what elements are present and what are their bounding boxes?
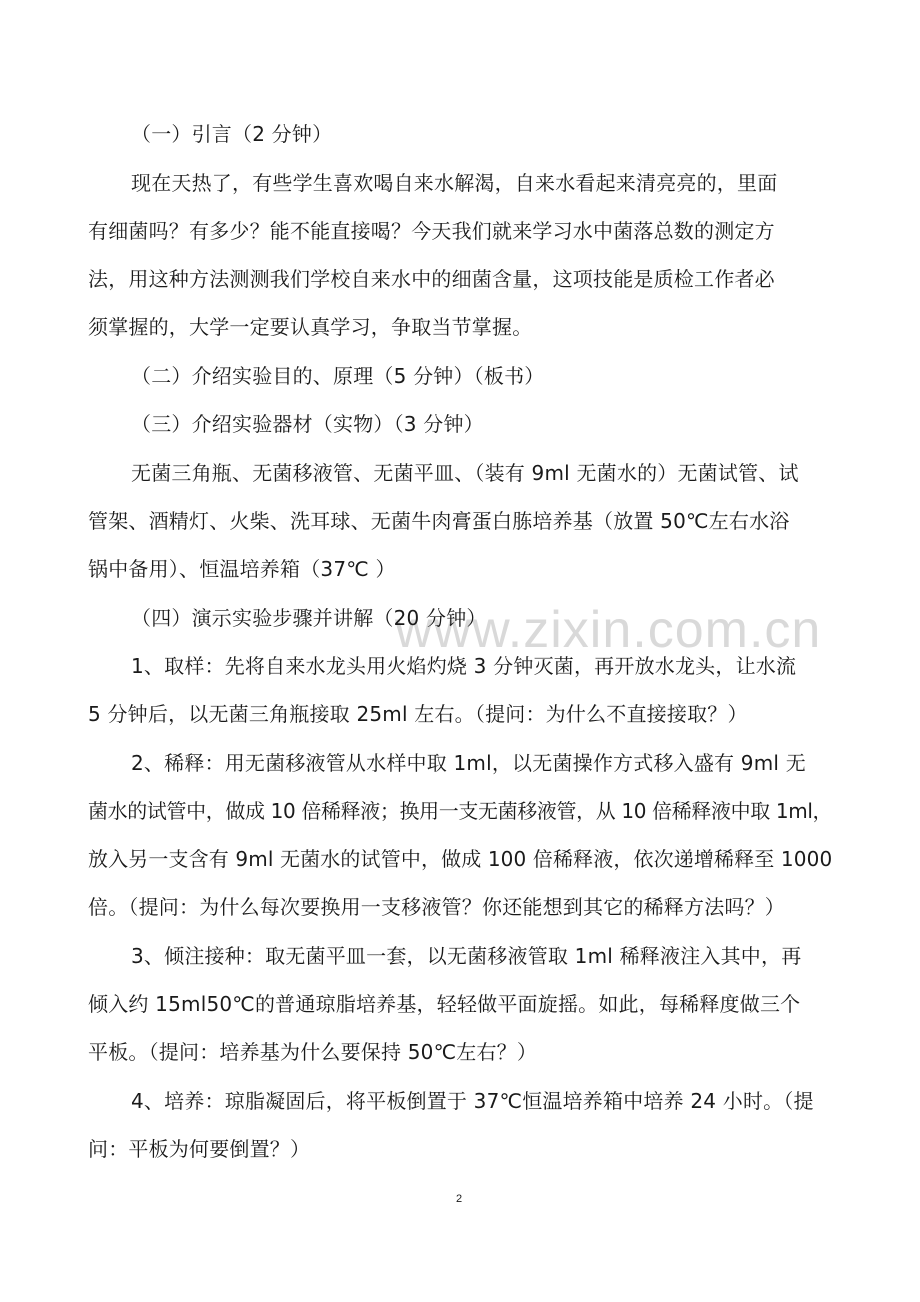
step-incubation: 4、培养：琼脂凝固后，将平板倒置于 37℃恒温培养箱中培养 24 小时。（提 — [131, 1089, 814, 1113]
step-pour-plate: 3、倾注接种：取无菌平皿一套，以无菌移液管取 1ml 稀释液注入其中，再 — [131, 944, 802, 968]
heading-introduction: （一）引言（2 分钟） — [131, 122, 333, 146]
paragraph-line: 平板。（提问：培养基为什么要保持 50℃左右？） — [88, 1040, 538, 1064]
paragraph-line: 法，用这种方法测测我们学校自来水中的细菌含量，这项技能是质检工作者必 — [88, 267, 775, 291]
heading-equipment: （三）介绍实验器材（实物）（3 分钟） — [131, 412, 484, 436]
paragraph-line: 倍。（提问：为什么每次要换用一支移液管？你还能想到其它的稀释方法吗？） — [88, 895, 785, 919]
step-sampling: 1、取样：先将自来水龙头用火焰灼烧 3 分钟灭菌，再开放水龙头，让水流 — [131, 654, 797, 678]
paragraph-line: 倾入约 15ml50℃的普通琼脂培养基，轻轻做平面旋摇。如此，每稀释度做三个 — [88, 992, 801, 1016]
watermark: www.zixin.com.cn — [395, 601, 822, 659]
paragraph-line: 5 分钟后，以无菌三角瓶接取 25ml 左右。（提问：为什么不直接接取？） — [88, 702, 748, 726]
page-number: 2 — [456, 1193, 463, 1205]
heading-demonstration: （四）演示实验步骤并讲解（20 分钟） — [131, 606, 487, 630]
paragraph-line: 无菌三角瓶、无菌移液管、无菌平皿、（装有 9ml 无菌水的）无菌试管、试 — [131, 461, 799, 485]
paragraph-line: 菌水的试管中，做成 10 倍稀释液；换用一支无菌移液管，从 10 倍稀释液中取 1ml， — [88, 799, 833, 823]
paragraph-line: 管架、酒精灯、火柴、洗耳球、无菌牛肉膏蛋白胨培养基（放置 50℃左右水浴 — [88, 509, 790, 533]
paragraph-line: 须掌握的，大学一定要认真学习，争取当节掌握。 — [88, 315, 533, 339]
paragraph-line: 放入另一支含有 9ml 无菌水的试管中，做成 100 倍稀释液，依次递增稀释至 1000 — [88, 847, 833, 871]
paragraph-line: 锅中备用）、恒温培养箱（37℃ ） — [88, 557, 396, 581]
paragraph-line: 有细菌吗？有多少？能不能直接喝？今天我们就来学习水中菌落总数的测定方 — [88, 219, 775, 243]
heading-purpose-principle: （二）介绍实验目的、原理（5 分钟）（板书） — [131, 364, 545, 388]
paragraph-line: 问：平板为何要倒置？） — [88, 1137, 311, 1161]
step-dilution: 2、稀释：用无菌移液管从水样中取 1ml，以无菌操作方式移入盛有 9ml 无 — [131, 751, 806, 775]
paragraph-line: 现在天热了，有些学生喜欢喝自来水解渴，自来水看起来清亮亮的，里面 — [131, 171, 778, 195]
